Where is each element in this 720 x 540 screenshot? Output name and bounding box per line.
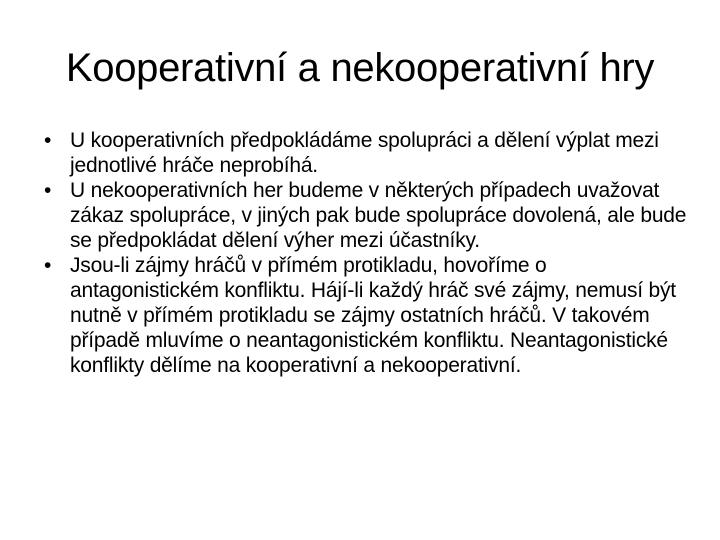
bullet-text: U kooperativních předpokládáme spolupráci a dělení výplat mezi jednotlivé hráče neprobíhá. [70, 129, 659, 177]
bullet-icon: • [44, 179, 52, 202]
bullet-icon: • [44, 129, 52, 152]
bullet-text: U nekooperativních her budeme v některých případech uvažovat zákaz spolupráce, v jiných pak bude spolupráce dovolená, ale bude se předpokládat dělení výher mezi účastníky. [70, 179, 687, 252]
bullet-icon: • [44, 254, 52, 277]
bullet-item [40, 128, 700, 178]
bullet-text: Jsou-li zájmy hráčů v přímém protikladu, hovoříme o antagonistickém konfliktu. Hájí-li každý hráč své zájmy, nemusí být nutně v přímém protikladu se zájmy ostatních hráčů. V takovém případě mluvíme o neantagonistickém konfliktu. Neantagonistické konflikty dělíme na kooperativní a nekooperativní. [70, 254, 676, 377]
bullet-item [40, 178, 700, 253]
bullet-list [40, 128, 700, 378]
slide-title: Kooperativní a nekooperativní hry [65, 46, 655, 90]
bullet-item [40, 253, 700, 378]
